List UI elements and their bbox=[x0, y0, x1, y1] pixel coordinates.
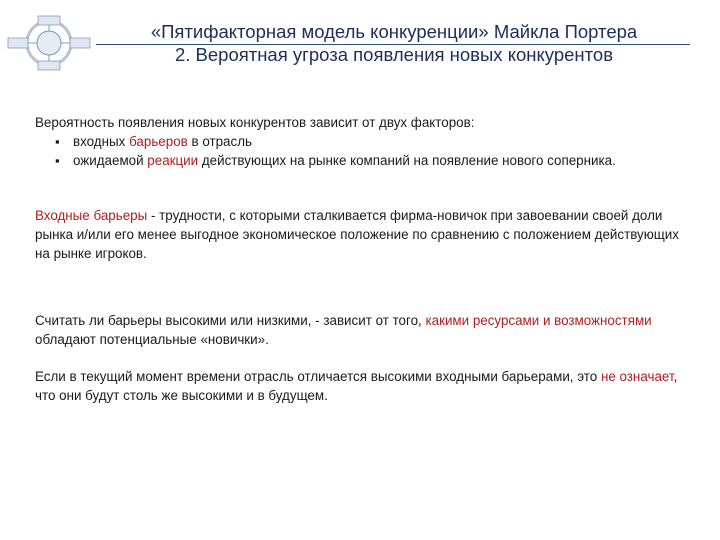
list-item bbox=[55, 151, 695, 170]
title-line-1: «Пятифакторная модель конкуренции» Майкла Портера bbox=[150, 21, 638, 42]
bullet-text: в отрасль bbox=[187, 134, 252, 149]
highlight-not-mean: не означает bbox=[600, 369, 674, 384]
bullet-text: входных bbox=[73, 134, 130, 149]
paragraph-text: обладают потенциальные «новички». bbox=[35, 332, 269, 347]
future-paragraph bbox=[35, 367, 695, 405]
paragraph-text: Считать ли барьеры высокими или низкими, - зависит от того, bbox=[35, 313, 426, 328]
highlight-resources: какими ресурсами и возможностями bbox=[425, 313, 652, 328]
slide-body bbox=[35, 113, 695, 405]
page-title bbox=[96, 20, 692, 66]
paragraph-text: , что они будут столь же высокими и в будущем. bbox=[35, 369, 678, 403]
five-forces-diagram-icon bbox=[6, 14, 92, 72]
definition-paragraph bbox=[35, 206, 695, 263]
paragraph-text: Если в текущий момент времени отрасль отличается высокими входными барьерами, это bbox=[35, 369, 601, 384]
list-item bbox=[55, 132, 695, 151]
resources-paragraph bbox=[35, 311, 695, 349]
highlight-barriers: барьеров bbox=[129, 134, 188, 149]
bullet-text: ожидаемой bbox=[73, 153, 148, 168]
highlight-reaction: реакции bbox=[147, 153, 199, 168]
bullet-text: действующих на рынке компаний на появление нового соперника. bbox=[198, 153, 616, 168]
title-divider bbox=[96, 44, 690, 45]
factor-list bbox=[35, 132, 695, 170]
title-line-2: 2. Вероятная угроза появления новых конкурентов bbox=[174, 44, 614, 65]
highlight-entry-barriers: Входные барьеры bbox=[35, 208, 148, 223]
intro-text: Вероятность появления новых конкурентов зависит от двух факторов: bbox=[35, 115, 475, 130]
definition-text: - трудности, с которыми сталкивается фирма-новичок при завоевании своей доли рынка и/или его менее выгодное экономическое положение по сравнению с положением действующих на рынке игроков. bbox=[35, 208, 679, 261]
